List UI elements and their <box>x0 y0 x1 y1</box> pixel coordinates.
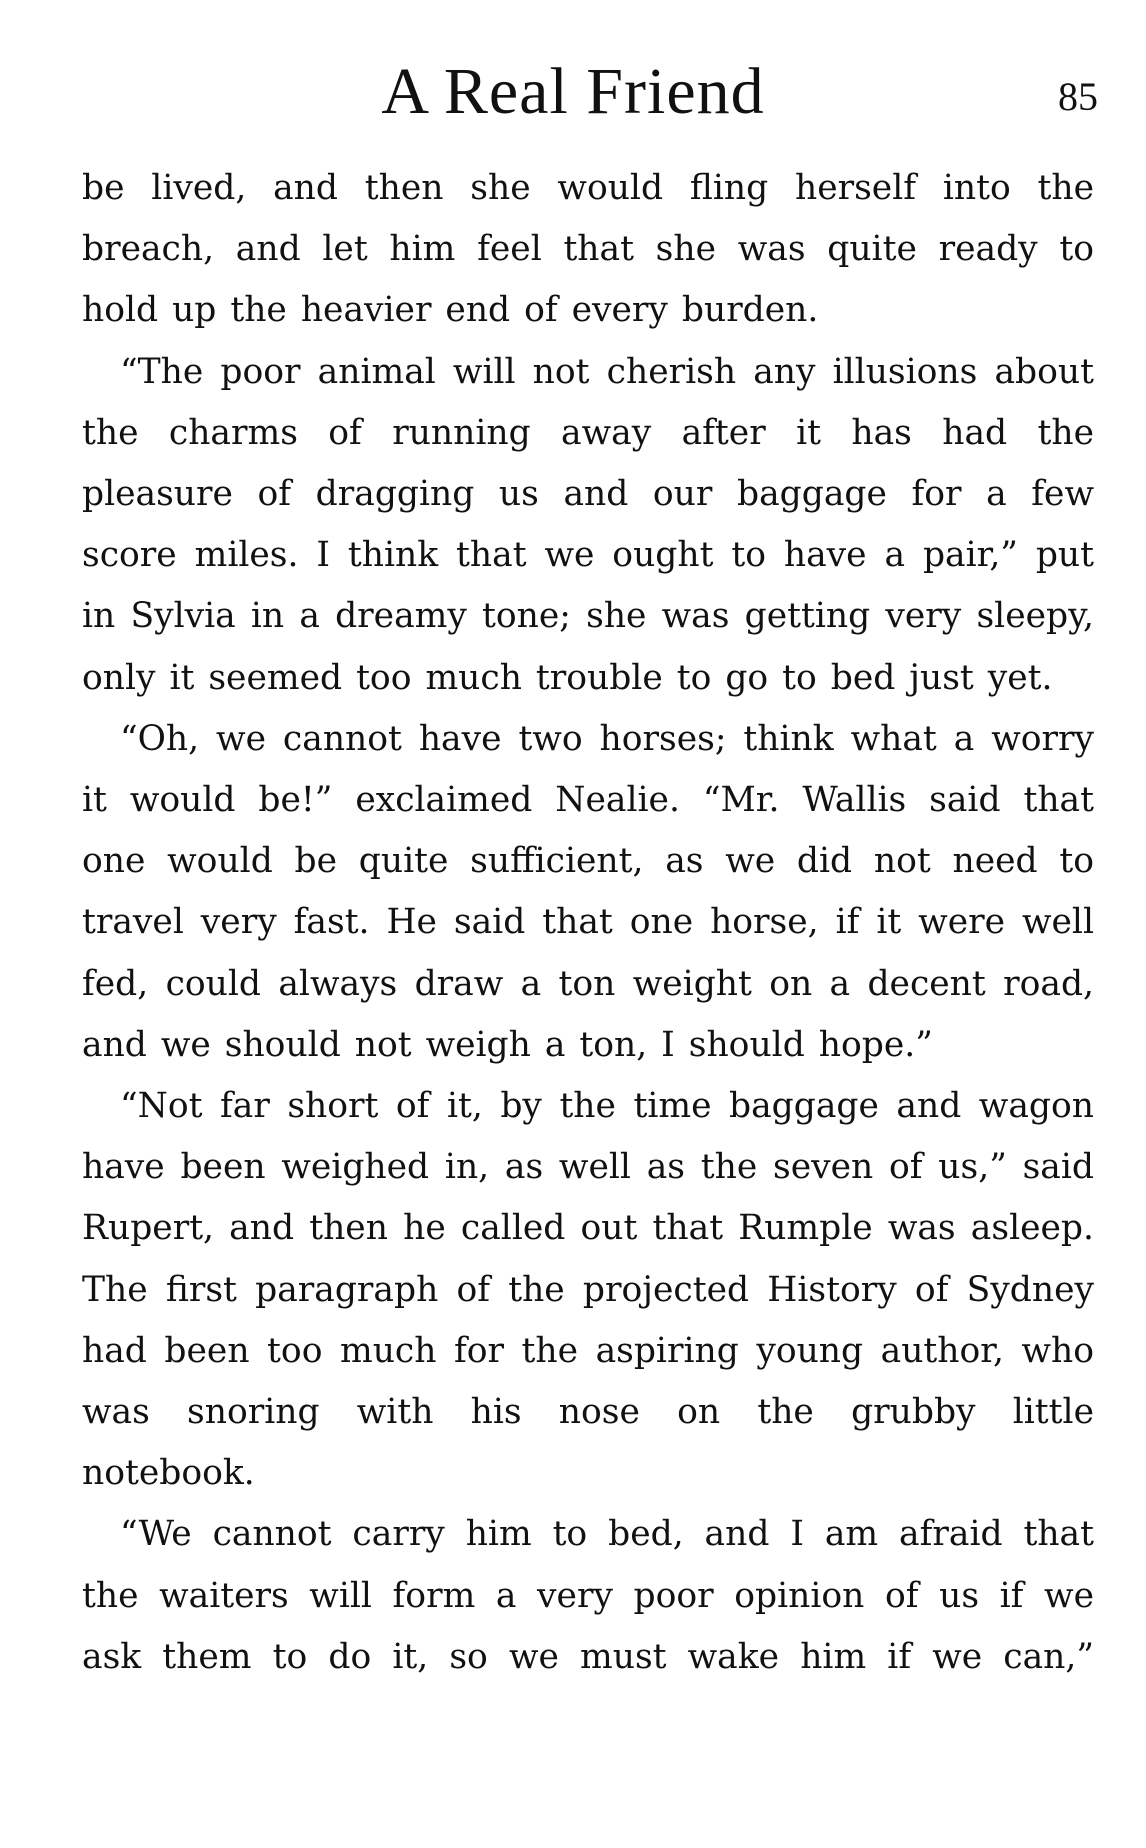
paragraph-5: “We cannot carry him to bed, and I am afraid that the waiters will form a very poor opinion of us if we ask them to do it, so we must wake him if we can,” <box>82 1514 1094 1677</box>
paragraph-2: “The poor animal will not cherish any illusions about the charms of running away after it has had the pleasure of dragging us and our baggage for a few score miles. I think that we ought to have a pair,” put in Sylvia in a dreamy tone; she was getting very sleepy, only it seemed too much trouble to go to bed just yet. <box>82 351 1094 698</box>
page-number: 85 <box>1058 74 1098 119</box>
running-title: A Real Friend <box>381 55 765 128</box>
paragraph-1: be lived, and then she would fling herself into the breach, and let him feel that she was quite ready to hold up the heavier end of every burden. <box>82 168 1094 331</box>
paragraph-3: “Oh, we cannot have two horses; think what a worry it would be!” exclaimed Nealie. “Mr. Wallis said that one would be quite sufficient, as we did not need to travel very fast. He said that one horse, if it were well fed, could always draw a ton weight on a decent road, and we should not weigh a ton, I should hope.” <box>82 718 1094 1065</box>
paragraph-4: “Not far short of it, by the time baggage and wagon have been weighed in, as well as the seven of us,” said Rupert, and then he called out that Rumple was asleep. The first paragraph of the projected History of Sydney had been too much for the aspiring young author, who was snoring with his nose on the grubby little notebook. <box>82 1086 1094 1494</box>
body-text <box>82 158 1094 1688</box>
running-head <box>0 52 1146 132</box>
